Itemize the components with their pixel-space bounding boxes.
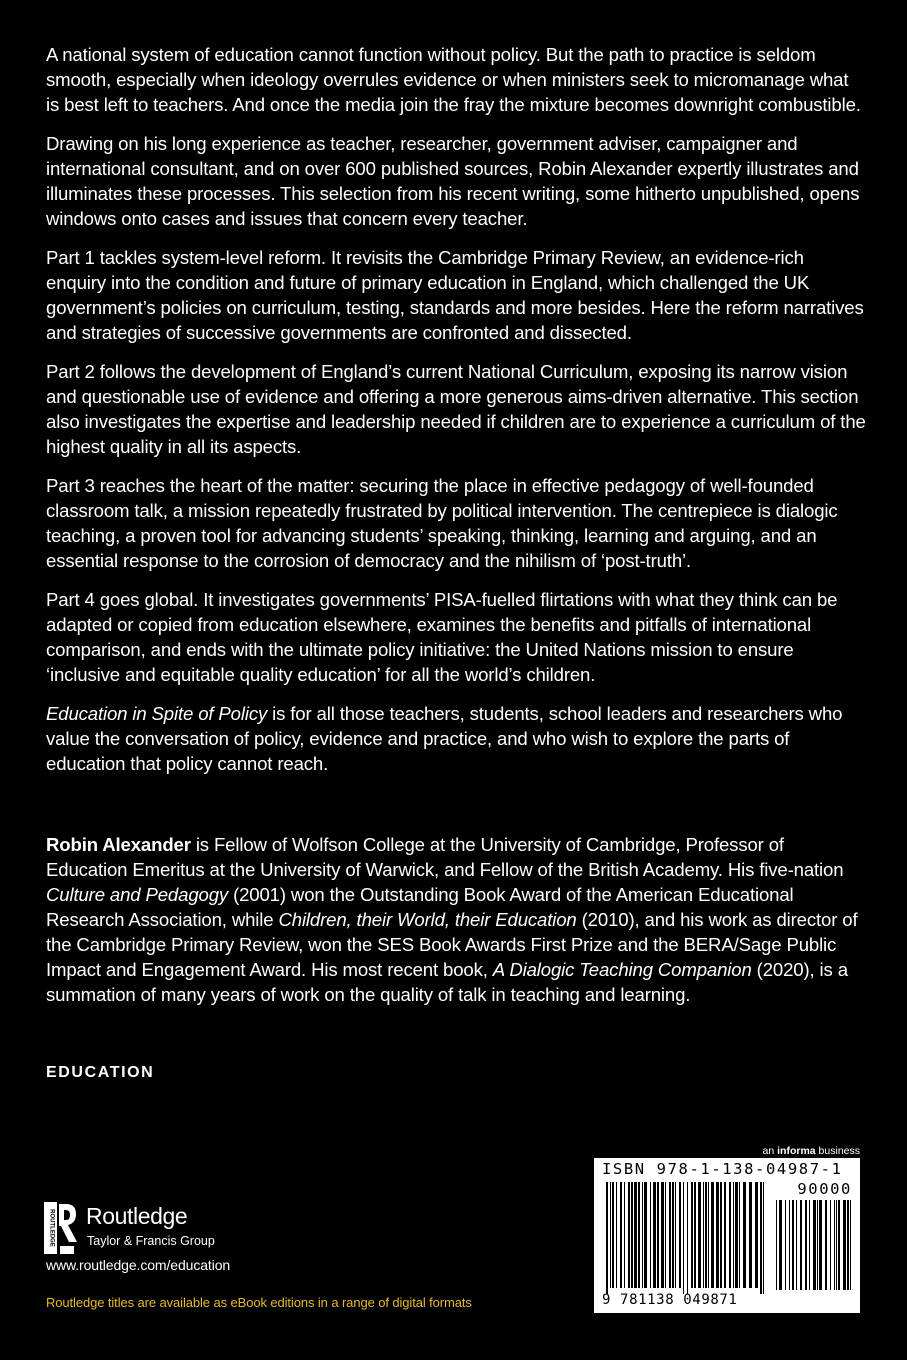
isbn-number: ISBN 978-1-138-04987-1 [602,1160,843,1178]
addon-bar [792,1200,794,1290]
barcode-bar [616,1182,617,1288]
bio-text: is Fellow of Wolfson College at the University of Cambridge, Professor of Education Emeritus at the University of Warwick, and Fellow of the British Academy. His five-nation [46,834,844,880]
barcode-bar [642,1182,643,1288]
addon-bar [789,1200,790,1290]
barcode-bar [694,1182,696,1288]
author-bio [46,832,866,1007]
addon-bar [836,1200,837,1290]
publisher-name: Routledge [86,1203,188,1229]
barcode-bar [675,1182,676,1288]
barcode-bar [653,1182,656,1288]
barcode-bar [760,1182,762,1294]
mark-text: ROUTLEDGE [48,1209,55,1247]
addon-bar [779,1200,782,1290]
bio-text: (2020), is a summation of many years of work on the quality of talk in teaching and learning. [46,959,848,1005]
back-cover-blurb [46,42,866,790]
barcode-bar [691,1182,693,1288]
barcode-bar [638,1182,640,1288]
addon-bar [785,1200,786,1290]
addon-bar [819,1200,822,1290]
bio-text: (2010), and his work as director of the Cambridge Primary Review, won the SES Book Awards First Prize and the BERA/Sage Public Impact and Engagement Award. His most recent book, [46,909,858,980]
isbn-barcode [594,1158,860,1313]
book-title: Education in Spite of Policy [46,703,268,724]
routledge-logo [44,1202,284,1257]
price-addon: 90000 [797,1180,852,1198]
bio-book-title: A Dialogic Teaching Companion [492,959,752,980]
barcode-bar [705,1182,707,1288]
subject-category: EDUCATION [46,1064,155,1081]
informa-tagline [763,1145,860,1157]
addon-bar [830,1200,831,1290]
barcode-bar [631,1182,633,1288]
publisher-group: Taylor & Francis Group [87,1234,215,1248]
blurb-paragraph-closing [46,701,866,776]
barcode-bar [687,1182,688,1294]
barcode-bar [620,1182,622,1288]
barcode-bar [669,1182,671,1288]
informa-suffix: business [815,1145,860,1157]
bio-book-title: Culture and Pedagogy [46,884,229,905]
barcode-bar [644,1182,647,1288]
barcode-bar [739,1182,740,1288]
barcode-bar [661,1182,664,1288]
barcode-bar [679,1182,681,1288]
addon-bar [817,1200,818,1290]
informa-prefix: an [762,1145,778,1157]
barcode-bar [755,1182,758,1288]
blurb-paragraph: Part 3 reaches the heart of the matter: securing the place in effective pedagogy of well-founded classroom talk, a mission repeatedly frustrated by political intervention. The centrepiece is dialogic teaching, a proven tool for advancing students’ speaking, thinking, learning and arguing, and an essential response to the corrosion of democracy and the nihilism of ‘post-truth’. [46,475,838,571]
addon-bar [809,1200,810,1290]
addon-bar [813,1200,816,1290]
routledge-mark-icon [44,1202,78,1254]
author-name: Robin Alexander [46,834,191,855]
addon-bar [834,1200,835,1290]
addon-bar [838,1200,840,1290]
barcode-bar [733,1182,734,1288]
barcode-bar [672,1182,674,1288]
blurb-paragraph: Part 1 tackles system-level reform. It revisits the Cambridge Primary Review, an evidence-rich enquiry into the condition and future of primary education in England, which challenged the UK government’s policies on curriculum, testing, standards and more besides. Here the reform narratives and strategies of successive governments are confronted and dissected. [46,247,864,343]
barcode-bar [665,1182,666,1288]
ebook-note: Routledge titles are available as eBook editions in a range of digital formats [46,1295,472,1310]
barcode-bar [711,1182,714,1288]
publisher-website[interactable]: www.routledge.com/education [46,1257,231,1273]
barcode-bar [743,1182,746,1288]
addon-bar [800,1200,802,1290]
barcode-bar [650,1182,651,1288]
barcode-bar [720,1182,722,1288]
barcode-digits: 9 781138 049871 [602,1292,738,1308]
barcode-bar [628,1182,630,1288]
blurb-paragraph: A national system of education cannot function without policy. But the path to practice is seldom smooth, especially when ideology overrules evidence or when ministers seek to micromanage what is best left to teachers. And once the media join the fray the mixture becomes downright combustible. [46,44,861,115]
barcode-bar [634,1182,637,1288]
blurb-paragraph: Drawing on his long experience as teacher, researcher, government adviser, campaigner and international consultant, and on over 600 published sources, Robin Alexander expertly illustrates and illuminates these processes. This selection from his recent writing, some hitherto unpublished, opens windows onto cases and issues that concern every teacher. [46,133,860,229]
informa-brand: informa [777,1145,816,1157]
addon-bar [776,1200,777,1290]
barcode-bar [703,1182,704,1288]
barcode-bar [657,1182,659,1288]
barcode-bar [729,1182,731,1288]
barcode-bar [749,1182,752,1288]
blurb-paragraph: Part 4 goes global. It investigates governments’ PISA-fuelled flirtations with what they think can be adapted or copied from education elsewhere, examines the benefits and pitfalls of international comparison, and ends with the ultimate policy initiative: the United Nations mission to ensure ‘inclusive and equitable quality education’ for all the world’s children. [46,589,838,685]
barcode-bar [716,1182,719,1288]
addon-bar [850,1200,851,1290]
barcode-bar [698,1182,701,1288]
barcode-bar [724,1182,726,1288]
barcode-bar [612,1182,614,1288]
addon-bar [796,1200,797,1290]
barcode-bar [763,1182,764,1294]
addon-bar [805,1200,807,1290]
barcode-bar [610,1182,611,1288]
barcode-bar [735,1182,738,1288]
barcode-bar [606,1182,608,1294]
barcode-bar [683,1182,684,1294]
addon-bar [843,1200,846,1290]
bio-book-title: Children, their World, their Education [278,909,577,930]
addon-bar [825,1200,827,1290]
blurb-paragraph: Part 2 follows the development of England’s current National Curriculum, exposing its narrow vision and questionable use of evidence and offering a more generous aims-driven alternative. This section also investigates the expertise and leadership needed if children are to experience a curriculum of the highest quality in all its aspects. [46,361,866,457]
addon-bar [847,1200,849,1290]
barcode-bar [708,1182,709,1288]
closing-text: is for all those teachers, students, school leaders and researchers who value the conversation of policy, evidence and practice, and who wish to explore the parts of education that policy cannot reach. [46,703,843,774]
barcode-bar [624,1182,625,1288]
bio-text: (2001) won the Outstanding Book Award of the American Educational Research Association, while [46,884,794,930]
